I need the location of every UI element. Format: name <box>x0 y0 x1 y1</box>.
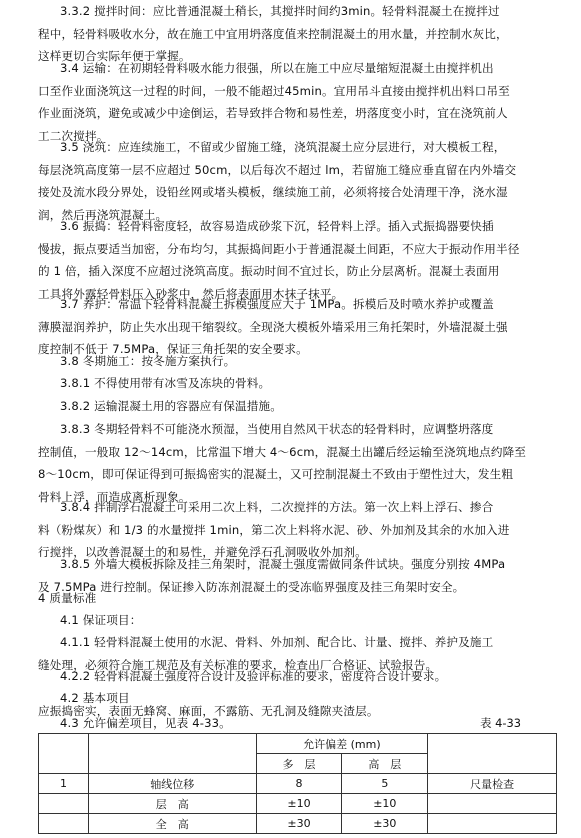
cell-item: 全 高 <box>88 814 256 834</box>
text-line: 4.2.2 轻骨料混凝土强度符合设计及验评标准的要求，密度符合设计要求。 <box>60 669 447 683</box>
text-line: 3.4 运输：在初期轻骨料吸水能力很强，所以在施工中应尽量缩短混凝土由搅拌机出 <box>60 61 494 75</box>
text-line: 每层浇筑高度第一层不应超过 50cm，以后每次不超过 lm，若留施工缝应垂直留在内外墙交 <box>38 162 517 177</box>
paragraph-3-8-1 <box>38 372 553 395</box>
text-line: 控制值，一般取 12～14cm，比常温下增大 4～6cm，混凝土出罐后经运输至浇筑地点约降至 <box>38 444 527 459</box>
text-line: 3.6 振捣：轻骨料密度轻，故容易造成砂浆下沉，轻骨料上浮。插入式振捣器要快插 <box>60 219 494 233</box>
table-row <box>39 774 557 794</box>
paragraph-4-3 <box>38 712 338 735</box>
text-line: 4.1.1 轻骨料混凝土使用的水泥、骨料、外加剂、配合比、计量、搅拌、养护及施工 <box>60 635 494 649</box>
cell-method <box>428 814 557 834</box>
text-line: 4.2 基本项目 <box>60 691 130 705</box>
cell-high: ±30 <box>342 814 428 834</box>
paragraph-3-8-3 <box>38 418 553 508</box>
header-cell-tolerance: 允许偏差 (mm) <box>256 734 428 754</box>
text-line: 工具将外露轻骨料压入砂浆中，然后将表面用木抹子抹平。 <box>38 286 344 301</box>
text-line: 4 质量标准 <box>38 591 97 605</box>
text-line: 口至作业面浇筑这一过程的时间，一般不能超过45min。宜用吊斗直接由搅拌机出料口吊至 <box>38 83 510 98</box>
text-line: 薄膜湿润养护，防止失水出现干缩裂纹。全现浇大模板外墙采用三角托架时，外墙混凝土强 <box>38 319 508 334</box>
text-line: 程中，轻骨料吸收水分，故在施工中宜用坍落度值来控制混凝土的用水量，并控制水灰比， <box>38 26 508 41</box>
text-line: 3.8.1 不得使用带有冰雪及冻块的骨料。 <box>60 376 271 390</box>
text-line: 骨料上浮，而造成离析现象。 <box>38 489 191 504</box>
paragraph-3-6 <box>38 215 553 305</box>
text-line: 8～10cm，即可保证得到可振捣密实的混凝土，又可控制混凝土不致由于塑性过大，发生粗 <box>38 467 514 481</box>
cell-no <box>39 814 89 834</box>
cell-item: 层 高 <box>88 794 256 814</box>
text-line: 4.1 保证项目： <box>60 613 142 627</box>
cell-high: ±10 <box>342 794 428 814</box>
text-line: 接处及流水段分界处，设铅丝网或堵头模板，继续施工前，必须将接合处清理干净，浇水湿 <box>38 185 508 199</box>
text-line: 行搅拌，以改善混凝土的和易性，并避免浮石孔洞吸收外加剂。 <box>38 545 367 559</box>
paragraph-3-8 <box>38 350 553 373</box>
text-line: 3.8.4 拌制浮石混凝土可采用二次上料，二次搅拌的方法。第一次上料上浮石、掺合 <box>60 500 494 514</box>
paragraph-3-4 <box>38 57 553 147</box>
cell-high: 5 <box>342 774 428 794</box>
table-row <box>39 794 557 814</box>
paragraph-3-8-2 <box>38 395 553 418</box>
cell-multi: ±30 <box>256 814 342 834</box>
section-heading-4 <box>38 587 553 610</box>
text-line: 3.3.2 搅拌时间：应比普通混凝土稍长，其搅拌时间约3min。轻骨料混凝土在搅拌过 <box>60 4 500 18</box>
header-cell-multi: 多 层 <box>256 754 342 774</box>
header-cell-no <box>39 734 89 774</box>
text-line: 度控制不低于 7.5MPa，保证三角托架的安全要求。 <box>38 342 308 356</box>
table-caption: 表 4-33 <box>480 716 521 730</box>
paragraph-3-5 <box>38 136 553 226</box>
cell-multi: 8 <box>256 774 342 794</box>
text-line: 4.3 允许偏差项目，见表 4-33。 <box>60 716 231 730</box>
text-line: 3.8.2 运输混凝土用的容器应有保温措施。 <box>60 399 282 413</box>
text-line: 3.8 冬期施工：按冬施方案执行。 <box>60 354 236 368</box>
text-line: 慢拔，振点要适当加密，分布均匀，其振捣间距小于普通混凝土间距，不应大于振动作用半径 <box>38 241 520 256</box>
text-line: 润，然后再浇筑混凝土。 <box>38 207 168 222</box>
text-line: 应振捣密实，表面无蜂窝、麻面，不露筋、无孔洞及缝隙夹渣层。 <box>38 704 379 718</box>
paragraph-4-2-2 <box>38 665 553 688</box>
text-line: 料（粉煤灰）和 1/3 的水量搅拌 1min，第二次上料将水泥、砂、外加剂及其余的水加入进 <box>38 522 510 537</box>
cell-no <box>39 794 89 814</box>
cell-multi: ±10 <box>256 794 342 814</box>
text-line: 作业面浇筑，避免或减少中途倒运，若导致拌合物和易性差，坍落度变小时，宜在浇筑前人 <box>38 106 508 120</box>
paragraph-4-1 <box>38 609 553 632</box>
header-cell-high: 高 层 <box>342 754 428 774</box>
text-line: 3.7 养护：常温下轻骨料混凝土拆模强度应大于 1MPa。拆模后及时喷水养护或覆盖 <box>60 297 494 311</box>
cell-no: 1 <box>39 774 89 794</box>
text-line: 及 7.5MPa 进行控制。保证掺入防冻剂混凝土的受冻临界强度及挂三角架时安全。 <box>38 579 465 594</box>
table-row <box>39 814 557 834</box>
text-line: 3.8.3 冬期轻骨料不可能浇水预湿，当使用自然风干状态的轻骨料时，应调整坍落度 <box>60 422 494 436</box>
text-line: 3.8.5 外墙大模板拆除及挂三角架时，混凝土强度需做同条件试块。强度分别按 4MPa <box>60 557 506 571</box>
text-line: 3.5 浇筑：应连续施工，不留或少留施工缝，浇筑混凝土应分层进行，对大模板工程， <box>60 140 506 154</box>
header-cell-method <box>428 734 557 774</box>
table-header-row <box>39 734 557 754</box>
text-line: 的 1 倍，插入深度不应超过浇筑高度。振动时间不宜过长，防止分层离析。混凝土表面用 <box>38 264 500 278</box>
text-line: 这样更切合实际年便于掌握。 <box>38 49 191 63</box>
text-line: 工二次搅拌。 <box>38 128 109 143</box>
cell-method: 尺量检查 <box>428 774 557 794</box>
header-cell-item <box>88 734 256 774</box>
cell-method <box>428 794 557 814</box>
tolerance-table <box>38 733 557 834</box>
cell-item: 轴线位移 <box>88 774 256 794</box>
text-line: 缝处理，必须符合施工规范及有关标准的要求，检查出厂合格证、试验报告。 <box>38 657 438 672</box>
